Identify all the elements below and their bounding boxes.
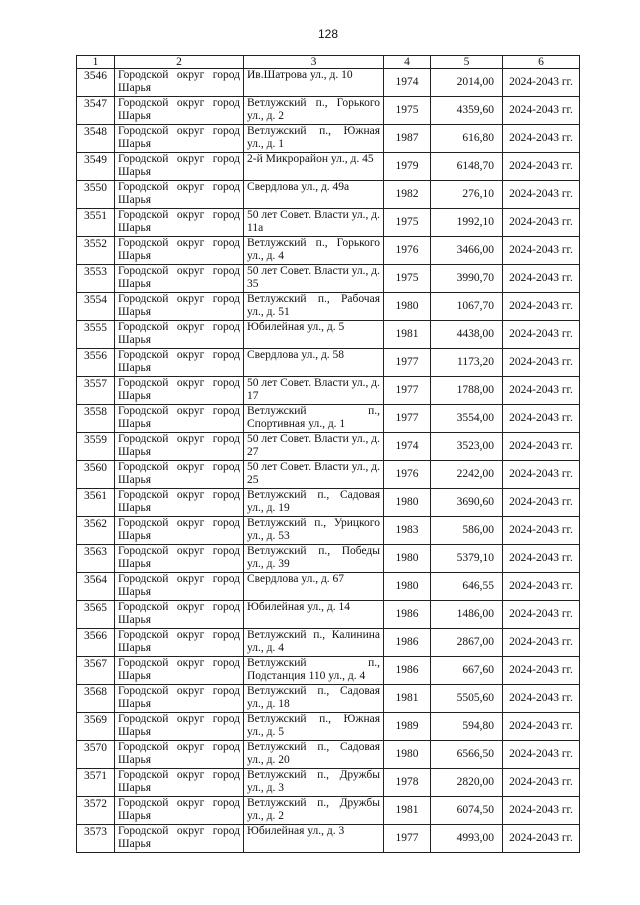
table-row: [77, 97, 580, 125]
period-cell: 2024-2043 гг.: [503, 125, 580, 153]
table-row: [77, 825, 580, 853]
address-cell: Свердлова ул., д. 67: [244, 573, 384, 601]
table-row: [77, 125, 580, 153]
year-cell: 1977: [384, 377, 431, 405]
period-cell: 2024-2043 гг.: [503, 433, 580, 461]
municipality-cell: Городской округ город Шарья: [115, 797, 244, 825]
row-number: 3547: [77, 97, 115, 125]
row-number: 3546: [77, 69, 115, 97]
row-number: 3569: [77, 713, 115, 741]
row-number: 3555: [77, 321, 115, 349]
address-cell: 50 лет Совет. Власти ул., д. 17: [244, 377, 384, 405]
row-number: 3562: [77, 517, 115, 545]
period-cell: 2024-2043 гг.: [503, 321, 580, 349]
year-cell: 1980: [384, 545, 431, 573]
municipality-cell: Городской округ город Шарья: [115, 405, 244, 433]
year-cell: 1977: [384, 349, 431, 377]
row-number: 3570: [77, 741, 115, 769]
header-col-2: 2: [115, 56, 244, 69]
period-cell: 2024-2043 гг.: [503, 601, 580, 629]
year-cell: 1977: [384, 825, 431, 853]
year-cell: 1987: [384, 125, 431, 153]
header-row: [77, 56, 580, 69]
municipality-cell: Городской округ город Шарья: [115, 629, 244, 657]
table-row: [77, 629, 580, 657]
row-number: 3548: [77, 125, 115, 153]
row-number: 3568: [77, 685, 115, 713]
municipality-cell: Городской округ город Шарья: [115, 97, 244, 125]
address-cell: Свердлова ул., д. 58: [244, 349, 384, 377]
table-header: [77, 56, 580, 69]
address-cell: Ветлужский п., Садовая ул., д. 19: [244, 489, 384, 517]
municipality-cell: Городской округ город Шарья: [115, 265, 244, 293]
year-cell: 1975: [384, 265, 431, 293]
municipality-cell: Городской округ город Шарья: [115, 657, 244, 685]
address-cell: 2-й Микрорайон ул., д. 45: [244, 153, 384, 181]
year-cell: 1983: [384, 517, 431, 545]
area-cell: 276,10: [431, 181, 503, 209]
row-number: 3561: [77, 489, 115, 517]
area-cell: 3554,00: [431, 405, 503, 433]
area-cell: 616,80: [431, 125, 503, 153]
table-row: [77, 797, 580, 825]
period-cell: 2024-2043 гг.: [503, 181, 580, 209]
area-cell: 1067,70: [431, 293, 503, 321]
area-cell: 1992,10: [431, 209, 503, 237]
municipality-cell: Городской округ город Шарья: [115, 377, 244, 405]
housing-table: [76, 55, 580, 853]
table-row: [77, 713, 580, 741]
row-number: 3565: [77, 601, 115, 629]
year-cell: 1975: [384, 209, 431, 237]
page-number: 128: [317, 27, 339, 41]
table-row: [77, 293, 580, 321]
table-row: [77, 573, 580, 601]
year-cell: 1975: [384, 97, 431, 125]
table-row: [77, 349, 580, 377]
period-cell: 2024-2043 гг.: [503, 713, 580, 741]
municipality-cell: Городской округ город Шарья: [115, 153, 244, 181]
row-number: 3571: [77, 769, 115, 797]
year-cell: 1981: [384, 797, 431, 825]
area-cell: 2820,00: [431, 769, 503, 797]
address-cell: Ветлужский п., Победы ул., д. 39: [244, 545, 384, 573]
table-row: [77, 153, 580, 181]
row-number: 3567: [77, 657, 115, 685]
address-cell: 50 лет Совет. Власти ул., д. 11а: [244, 209, 384, 237]
municipality-cell: Городской округ город Шарья: [115, 517, 244, 545]
table-row: [77, 265, 580, 293]
municipality-cell: Городской округ город Шарья: [115, 293, 244, 321]
table-row: [77, 69, 580, 97]
table-row: [77, 321, 580, 349]
period-cell: 2024-2043 гг.: [503, 489, 580, 517]
area-cell: 4993,00: [431, 825, 503, 853]
table-row: [77, 237, 580, 265]
municipality-cell: Городской округ город Шарья: [115, 713, 244, 741]
municipality-cell: Городской округ город Шарья: [115, 349, 244, 377]
year-cell: 1989: [384, 713, 431, 741]
address-cell: Ветлужский п., Садовая ул., д. 20: [244, 741, 384, 769]
period-cell: 2024-2043 гг.: [503, 237, 580, 265]
table-row: [77, 461, 580, 489]
row-number: 3551: [77, 209, 115, 237]
row-number: 3549: [77, 153, 115, 181]
municipality-cell: Городской округ город Шарья: [115, 209, 244, 237]
area-cell: 2242,00: [431, 461, 503, 489]
row-number: 3563: [77, 545, 115, 573]
year-cell: 1977: [384, 405, 431, 433]
row-number: 3572: [77, 797, 115, 825]
address-cell: 50 лет Совет. Власти ул., д. 27: [244, 433, 384, 461]
area-cell: 6148,70: [431, 153, 503, 181]
area-cell: 667,60: [431, 657, 503, 685]
area-cell: 1486,00: [431, 601, 503, 629]
address-cell: Юбилейная ул., д. 14: [244, 601, 384, 629]
area-cell: 3466,00: [431, 237, 503, 265]
year-cell: 1986: [384, 657, 431, 685]
period-cell: 2024-2043 гг.: [503, 265, 580, 293]
period-cell: 2024-2043 гг.: [503, 769, 580, 797]
address-cell: Ветлужский п., Дружбы ул., д. 2: [244, 797, 384, 825]
period-cell: 2024-2043 гг.: [503, 825, 580, 853]
row-number: 3573: [77, 825, 115, 853]
year-cell: 1978: [384, 769, 431, 797]
area-cell: 586,00: [431, 517, 503, 545]
header-col-5: 5: [431, 56, 503, 69]
area-cell: 594,80: [431, 713, 503, 741]
municipality-cell: Городской округ город Шарья: [115, 769, 244, 797]
table-row: [77, 769, 580, 797]
table-row: [77, 685, 580, 713]
address-cell: Ветлужский п., Рабочая ул., д. 51: [244, 293, 384, 321]
address-cell: Юбилейная ул., д. 3: [244, 825, 384, 853]
area-cell: 4359,60: [431, 97, 503, 125]
period-cell: 2024-2043 гг.: [503, 349, 580, 377]
row-number: 3564: [77, 573, 115, 601]
address-cell: 50 лет Совет. Власти ул., д. 25: [244, 461, 384, 489]
row-number: 3550: [77, 181, 115, 209]
row-number: 3552: [77, 237, 115, 265]
address-cell: Юбилейная ул., д. 5: [244, 321, 384, 349]
table-row: [77, 181, 580, 209]
table-row: [77, 377, 580, 405]
municipality-cell: Городской округ город Шарья: [115, 461, 244, 489]
year-cell: 1986: [384, 629, 431, 657]
municipality-cell: Городской округ город Шарья: [115, 685, 244, 713]
period-cell: 2024-2043 гг.: [503, 685, 580, 713]
municipality-cell: Городской округ город Шарья: [115, 545, 244, 573]
table-row: [77, 209, 580, 237]
address-cell: Ветлужский п., Спортивная ул., д. 1: [244, 405, 384, 433]
area-cell: 6566,50: [431, 741, 503, 769]
area-cell: 1173,20: [431, 349, 503, 377]
year-cell: 1976: [384, 461, 431, 489]
period-cell: 2024-2043 гг.: [503, 545, 580, 573]
municipality-cell: Городской округ город Шарья: [115, 237, 244, 265]
municipality-cell: Городской округ город Шарья: [115, 433, 244, 461]
area-cell: 2867,00: [431, 629, 503, 657]
area-cell: 3523,00: [431, 433, 503, 461]
period-cell: 2024-2043 гг.: [503, 69, 580, 97]
header-col-4: 4: [384, 56, 431, 69]
area-cell: 3990,70: [431, 265, 503, 293]
area-cell: 3690,60: [431, 489, 503, 517]
year-cell: 1979: [384, 153, 431, 181]
year-cell: 1976: [384, 237, 431, 265]
period-cell: 2024-2043 гг.: [503, 741, 580, 769]
address-cell: Ветлужский п., Горького ул., д. 2: [244, 97, 384, 125]
year-cell: 1981: [384, 321, 431, 349]
period-cell: 2024-2043 гг.: [503, 405, 580, 433]
address-cell: Ветлужский п., Садовая ул., д. 18: [244, 685, 384, 713]
address-cell: Ветлужский п., Дружбы ул., д. 3: [244, 769, 384, 797]
area-cell: 4438,00: [431, 321, 503, 349]
row-number: 3557: [77, 377, 115, 405]
row-number: 3566: [77, 629, 115, 657]
period-cell: 2024-2043 гг.: [503, 293, 580, 321]
year-cell: 1986: [384, 601, 431, 629]
address-cell: Ветлужский п., Южная ул., д. 1: [244, 125, 384, 153]
area-cell: 5505,60: [431, 685, 503, 713]
municipality-cell: Городской округ город Шарья: [115, 321, 244, 349]
municipality-cell: Городской округ город Шарья: [115, 601, 244, 629]
year-cell: 1982: [384, 181, 431, 209]
municipality-cell: Городской округ город Шарья: [115, 69, 244, 97]
table-row: [77, 545, 580, 573]
area-cell: 2014,00: [431, 69, 503, 97]
municipality-cell: Городской округ город Шарья: [115, 489, 244, 517]
address-cell: Ветлужский п., Калинина ул., д. 4: [244, 629, 384, 657]
table-row: [77, 405, 580, 433]
year-cell: 1981: [384, 685, 431, 713]
municipality-cell: Городской округ город Шарья: [115, 573, 244, 601]
year-cell: 1980: [384, 741, 431, 769]
table-row: [77, 517, 580, 545]
area-cell: 5379,10: [431, 545, 503, 573]
period-cell: 2024-2043 гг.: [503, 377, 580, 405]
table-row: [77, 489, 580, 517]
row-number: 3558: [77, 405, 115, 433]
address-cell: Ветлужский п., Подстанция 110 ул., д. 4: [244, 657, 384, 685]
row-number: 3553: [77, 265, 115, 293]
year-cell: 1980: [384, 293, 431, 321]
row-number: 3560: [77, 461, 115, 489]
header-col-3: 3: [244, 56, 384, 69]
table-row: [77, 657, 580, 685]
table-body: [77, 69, 580, 853]
address-cell: Ветлужский п., Южная ул., д. 5: [244, 713, 384, 741]
year-cell: 1974: [384, 433, 431, 461]
row-number: 3554: [77, 293, 115, 321]
address-cell: 50 лет Совет. Власти ул., д. 35: [244, 265, 384, 293]
header-col-1: 1: [77, 56, 115, 69]
period-cell: 2024-2043 гг.: [503, 97, 580, 125]
period-cell: 2024-2043 гг.: [503, 629, 580, 657]
period-cell: 2024-2043 гг.: [503, 153, 580, 181]
area-cell: 646,55: [431, 573, 503, 601]
area-cell: 6074,50: [431, 797, 503, 825]
address-cell: Свердлова ул., д. 49а: [244, 181, 384, 209]
table-row: [77, 741, 580, 769]
table-row: [77, 433, 580, 461]
address-cell: Ветлужский п., Горького ул., д. 4: [244, 237, 384, 265]
row-number: 3556: [77, 349, 115, 377]
header-col-6: 6: [503, 56, 580, 69]
year-cell: 1974: [384, 69, 431, 97]
row-number: 3559: [77, 433, 115, 461]
municipality-cell: Городской округ город Шарья: [115, 825, 244, 853]
period-cell: 2024-2043 гг.: [503, 461, 580, 489]
area-cell: 1788,00: [431, 377, 503, 405]
address-cell: Ветлужский п., Урицкого ул., д. 53: [244, 517, 384, 545]
period-cell: 2024-2043 гг.: [503, 797, 580, 825]
period-cell: 2024-2043 гг.: [503, 573, 580, 601]
period-cell: 2024-2043 гг.: [503, 517, 580, 545]
municipality-cell: Городской округ город Шарья: [115, 125, 244, 153]
municipality-cell: Городской округ город Шарья: [115, 741, 244, 769]
period-cell: 2024-2043 гг.: [503, 209, 580, 237]
address-cell: Ив.Шатрова ул., д. 10: [244, 69, 384, 97]
municipality-cell: Городской округ город Шарья: [115, 181, 244, 209]
year-cell: 1980: [384, 573, 431, 601]
year-cell: 1980: [384, 489, 431, 517]
table-row: [77, 601, 580, 629]
period-cell: 2024-2043 гг.: [503, 657, 580, 685]
